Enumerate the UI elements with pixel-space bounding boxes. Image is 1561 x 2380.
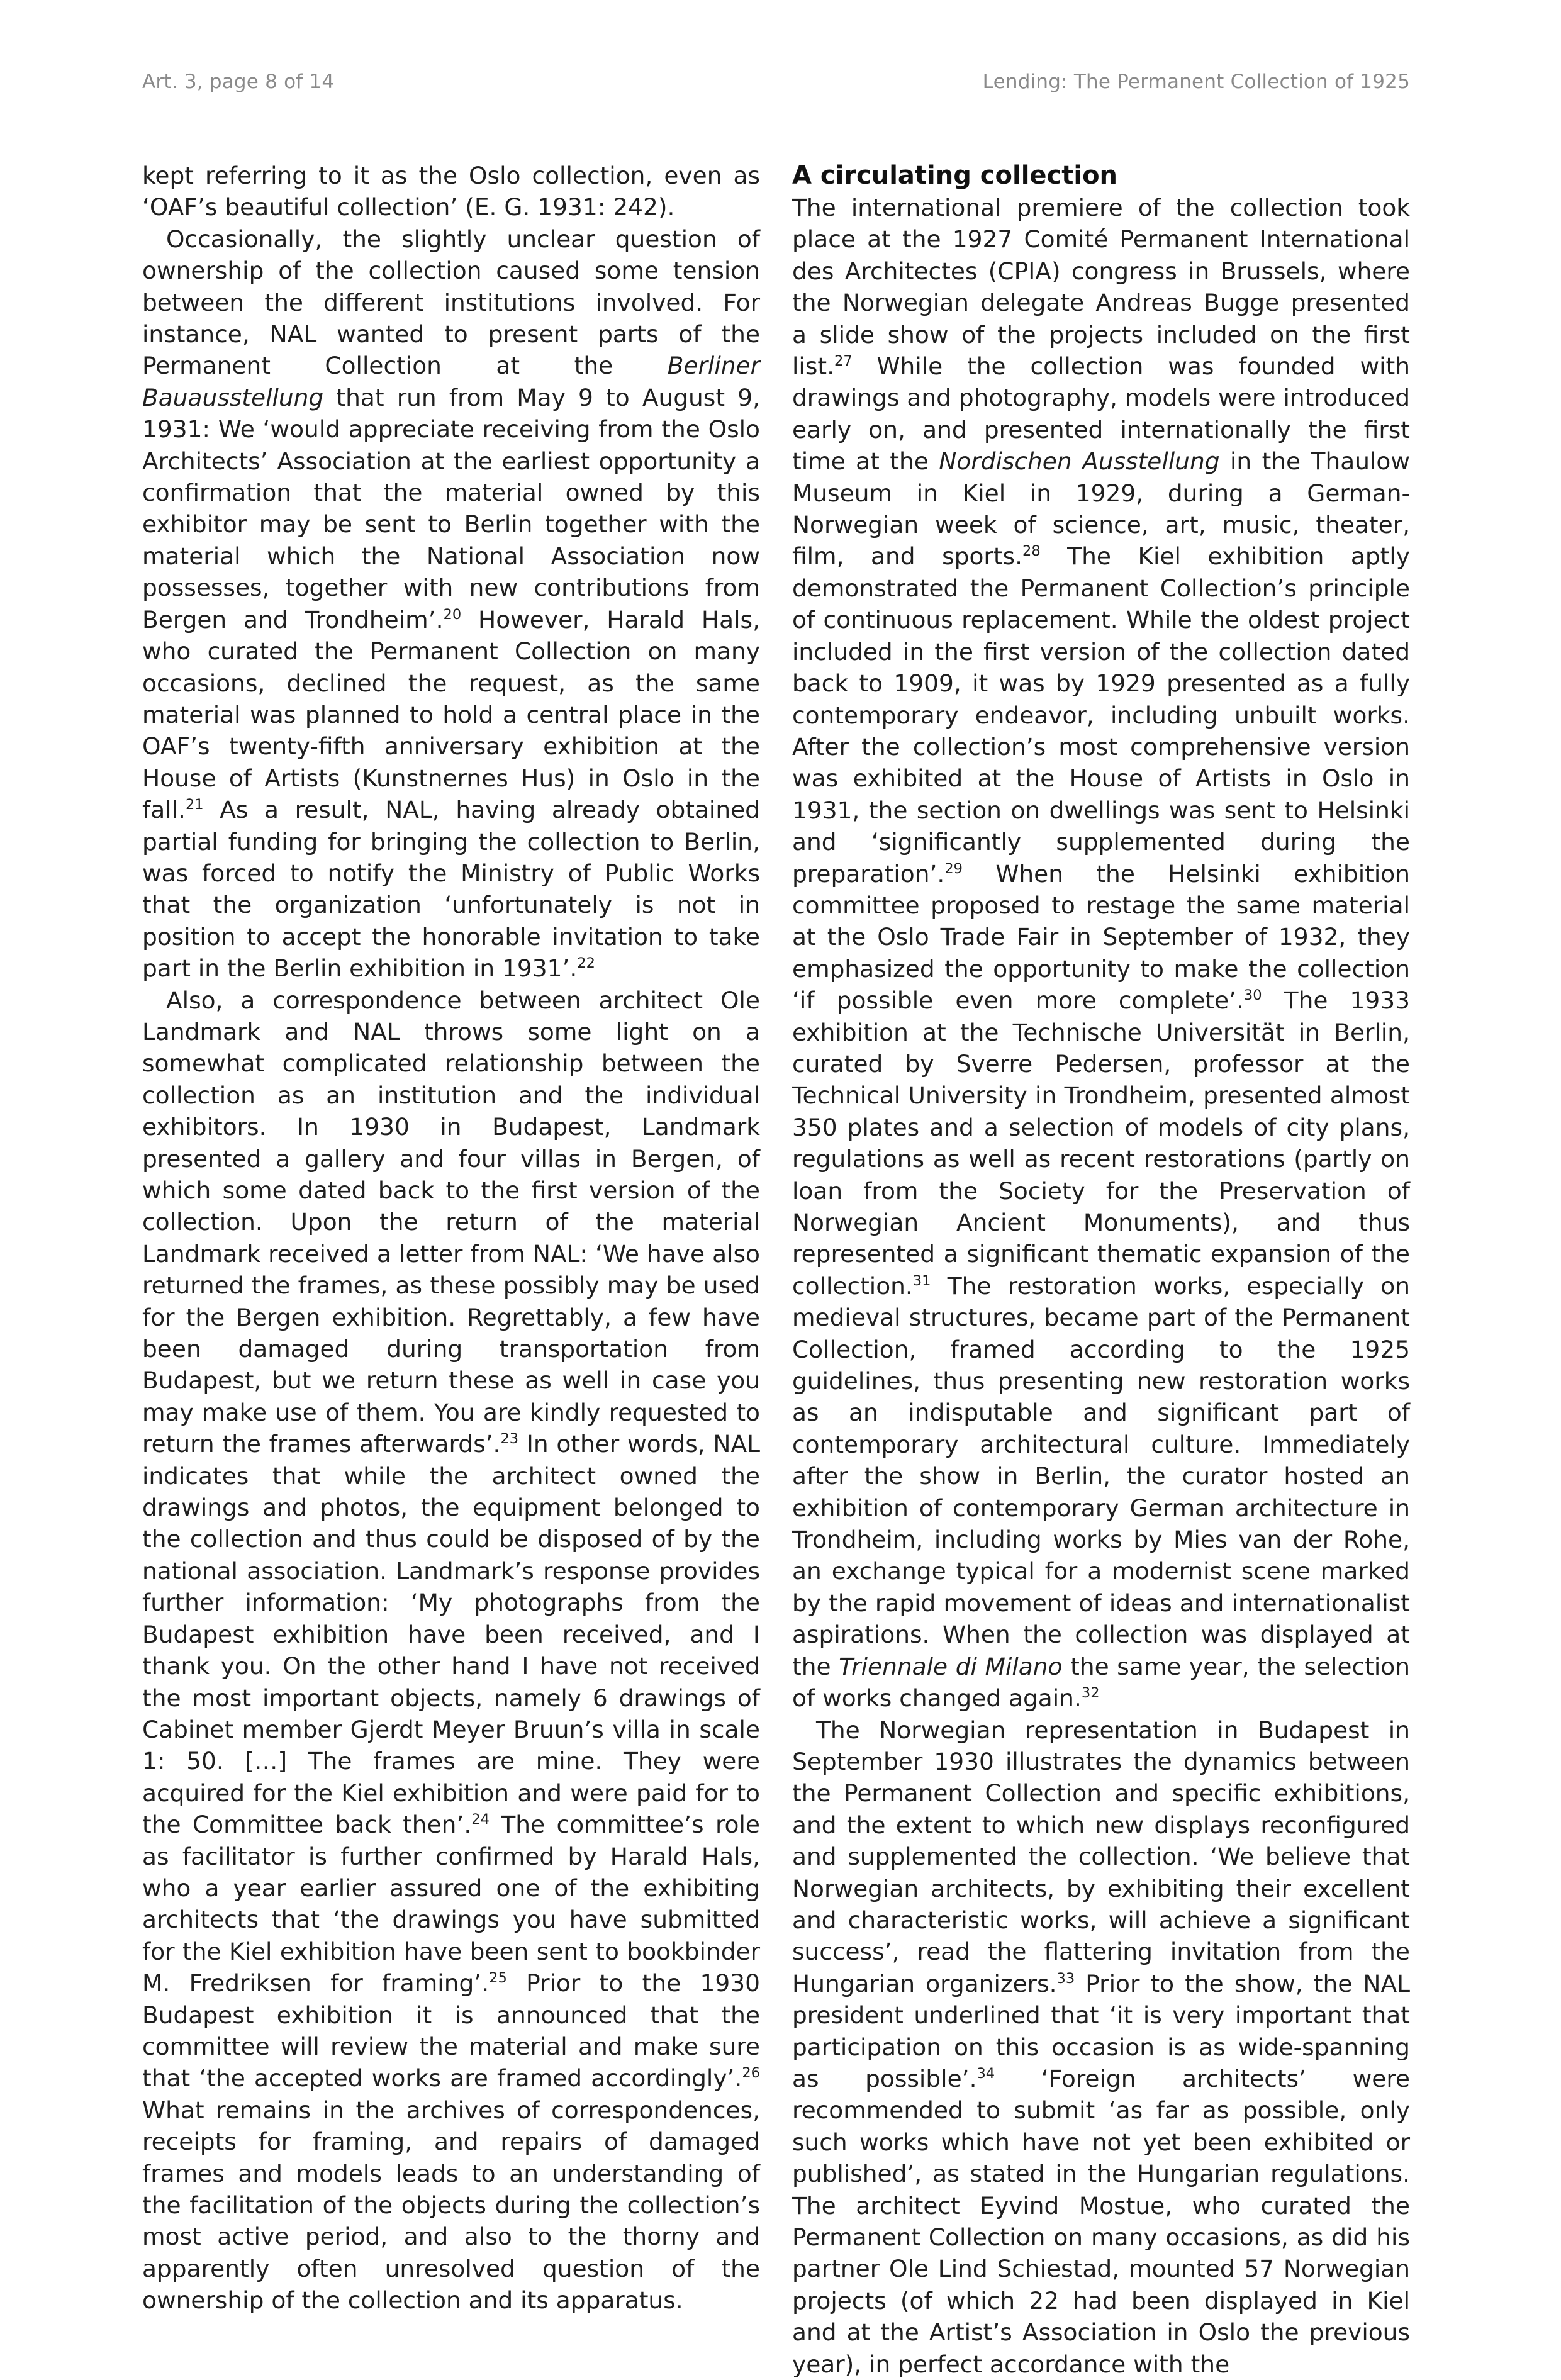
text-run: The Norwegian representation in Budapest in September 1930 illustrates the dynamics between the Permanent Collection and specific exhibitions, and the extent to which new displays reconfigured and supplemented the collection. ‘We believe that Norwegian architects, by exhibiting their excellent and characteristic works, will achieve a significant success’, read the flattering invitation from the Hungarian organizers. bbox=[792, 1716, 1410, 1997]
paragraph bbox=[142, 985, 760, 2316]
left-column bbox=[142, 160, 760, 2316]
text-run: Prior to the show, the NAL president underlined that ‘it is very important that participation on this occasion is as wide-spanning as possible’. bbox=[792, 1970, 1410, 2092]
footnote-ref: 20 bbox=[444, 606, 462, 623]
text-run: While the collection was founded with drawings and photography, models were introduced early on, and presented internationally the first time at the bbox=[792, 352, 1410, 475]
section-heading: A circulating collection bbox=[792, 160, 1410, 191]
text-run: When the Helsinki exhibition committee proposed to restage the same material at the Oslo Trade Fair in September of 1932, they emphasized the opportunity to make the collection ‘if possible even more complete’. bbox=[792, 860, 1410, 1015]
footnote-ref: 30 bbox=[1244, 987, 1262, 1003]
footnote-ref: 23 bbox=[500, 1431, 518, 1447]
footnote-ref: 25 bbox=[489, 1970, 507, 1986]
footnote-ref: 28 bbox=[1022, 544, 1041, 560]
text-run: As a result, NAL, having already obtained partial funding for bringing the collection to Berlin, was forced to notify the Ministry of Public Works that the organization ‘unfortunately is not in position to accept the honorable invitation to take part in the Berlin exhibition in 1931’. bbox=[142, 796, 760, 982]
text-run: Also, a correspondence between architect Ole Landmark and NAL throws some light on a somewhat complicated relationship between the collection as an institution and the individual exhibitors. In 1930 in Budapest, Landmark presented a gallery and four villas in Bergen, of which some dated back to the first version of the collection. Upon the return of the material Landmark received a letter from NAL: ‘We have also returned the frames, as these possibly may be used for the Bergen exhibition. Regrettably, a few have been damaged during transportation from Budapest, but we return these as well in case you may make use of them. You are kindly requested to return the frames afterwards’. bbox=[142, 986, 760, 1458]
text-run: ‘Foreign architects’ were recommended to submit ‘as far as possible, only such works which have not yet been exhibited or published’, as stated in the Hungarian regulations. The architect Eyvind Mostue, who curated the Permanent Collection on many occasions, as did his partner Ole Lind Schiestad, mounted 57 Norwegian projects (of which 22 had been displayed in Kiel and at the Artist’s Association in Oslo the previous year), in perfect accordance with the bbox=[792, 2065, 1410, 2378]
italic-title: Triennale di Milano bbox=[839, 1653, 1062, 1680]
text-run: Occasionally, the slightly unclear question of ownership of the collection caused some tension between the different institutions involved. For instance, NAL wanted to present parts of the Permanent Collection at the bbox=[142, 225, 760, 380]
text-run: the same year, the selection of works changed again. bbox=[792, 1653, 1410, 1712]
text-run: In other words, NAL indicates that while the architect owned the drawings and photos, the equipment belonged to the collection and thus could be disposed of by the national association. Landmark’s response provides further information: ‘My photographs from the Budapest exhibition have been received, and I thank you. On the other hand I have not received the most important objects, namely 6 drawings of Cabinet member Gjerdt Meyer Bruun’s villa in scale 1: 50. […] The frames are mine. They were acquired for the Kiel exhibition and were paid for to the Committee back then’. bbox=[142, 1430, 760, 1838]
running-head-right: Lending: The Permanent Collection of 1925 bbox=[983, 70, 1410, 93]
footnote-ref: 22 bbox=[577, 955, 595, 971]
footnote-ref: 29 bbox=[944, 861, 963, 877]
footnote-ref: 26 bbox=[742, 2065, 760, 2081]
paragraph bbox=[142, 223, 760, 985]
footnote-ref: 21 bbox=[186, 796, 204, 813]
footnote-ref: 31 bbox=[913, 1273, 931, 1289]
text-run: The international premiere of the collection took place at the 1927 Comité Permanent International des Architectes (CPIA) congress in Brussels, where the Norwegian delegate Andreas Bugge presented a slide show of the projects included on the first list. bbox=[792, 194, 1410, 380]
italic-title: Nordischen Ausstellung bbox=[939, 447, 1219, 475]
right-column bbox=[792, 160, 1410, 2380]
italic-title: Berliner Bauausstellung bbox=[142, 352, 760, 411]
paragraph bbox=[792, 1714, 1410, 2380]
text-run: The 1933 exhibition at the Technische Universität in Berlin, curated by Sverre Pedersen, professor at the Technical University in Trondheim, presented almost 350 plates and a selection of models of city plans, regulations as well as recent restorations (partly on loan from the Society for the Preservation of Norwegian Ancient Monuments), and thus represented a significant thematic expansion of the collection. bbox=[792, 986, 1410, 1300]
text-run: Prior to the 1930 Budapest exhibition it is announced that the committee will review the material and make sure that ‘the accepted works are framed accordingly’. bbox=[142, 1969, 760, 2092]
running-head-left: Art. 3, page 8 of 14 bbox=[142, 70, 334, 93]
text-run: What remains in the archives of correspondences, receipts for framing, and repairs of damaged frames and models leads to an understanding of the facilitation of the objects during the collection’s most active period, and also to the thorny and apparently often unresolved question of the ownership of the collection and its apparatus. bbox=[142, 2096, 760, 2314]
text-run: However, Harald Hals, who curated the Permanent Collection on many occasions, declined the request, as the same material was planned to hold a central place in the OAF’s twenty-fifth anniversary exhibition at the House of Artists (Kunstnernes Hus) in Oslo in the fall. bbox=[142, 606, 760, 824]
text-run: in the Thaulow Museum in Kiel in 1929, during a German-Norwegian week of science, art, music, theater, film, and sports. bbox=[792, 447, 1410, 570]
footnote-ref: 27 bbox=[834, 353, 853, 369]
text-run: The restoration works, especially on medieval structures, became part of the Permanent Collection, framed according to the 1925 guidelines, thus presenting new restoration works as an indisputable and significant part of contemporary architectural culture. Immediately after the show in Berlin, the curator hosted an exhibition of contemporary German architecture in Trondheim, including works by Mies van der Rohe, an exchange typical for a modernist scene marked by the rapid movement of ideas and internationalist aspirations. When the collection was displayed at the bbox=[792, 1272, 1410, 1680]
text-run: kept referring to it as the Oslo collection, even as ‘OAF’s beautiful collection’ (E. G. 1931: 242). bbox=[142, 162, 760, 221]
paragraph bbox=[792, 192, 1410, 1714]
text-run: that run from May 9 to August 9, 1931: We ‘would appreciate receiving from the Oslo Architects’ Association at the earliest opportunity a confirmation that the material owned by this exhibitor may be sent to Berlin together with the material which the National Association now possesses, together with new contributions from Bergen and Trondheim’. bbox=[142, 384, 760, 634]
footnote-ref: 32 bbox=[1082, 1685, 1100, 1701]
text-run: The Kiel exhibition aptly demonstrated the Permanent Collection’s principle of continuous replacement. While the oldest project included in the first version of the collection dated back to 1909, it was by 1929 presented as a fully contemporary endeavor, including unbuilt works. After the collection’s most comprehensive version was exhibited at the House of Artists in Oslo in 1931, the section on dwellings was sent to Helsinki and ‘significantly supplemented during the preparation’. bbox=[792, 542, 1410, 887]
paragraph bbox=[142, 160, 760, 223]
text-run: The committee’s role as facilitator is further confirmed by Harald Hals, who a year earlier assured one of the exhibiting architects that ‘the drawings you have submitted for the Kiel exhibition have been sent to bookbinder M. Fredriksen for framing’. bbox=[142, 1811, 760, 1997]
footnote-ref: 24 bbox=[471, 1811, 490, 1828]
footnote-ref: 33 bbox=[1057, 1970, 1075, 1987]
footnote-ref: 34 bbox=[976, 2065, 995, 2082]
